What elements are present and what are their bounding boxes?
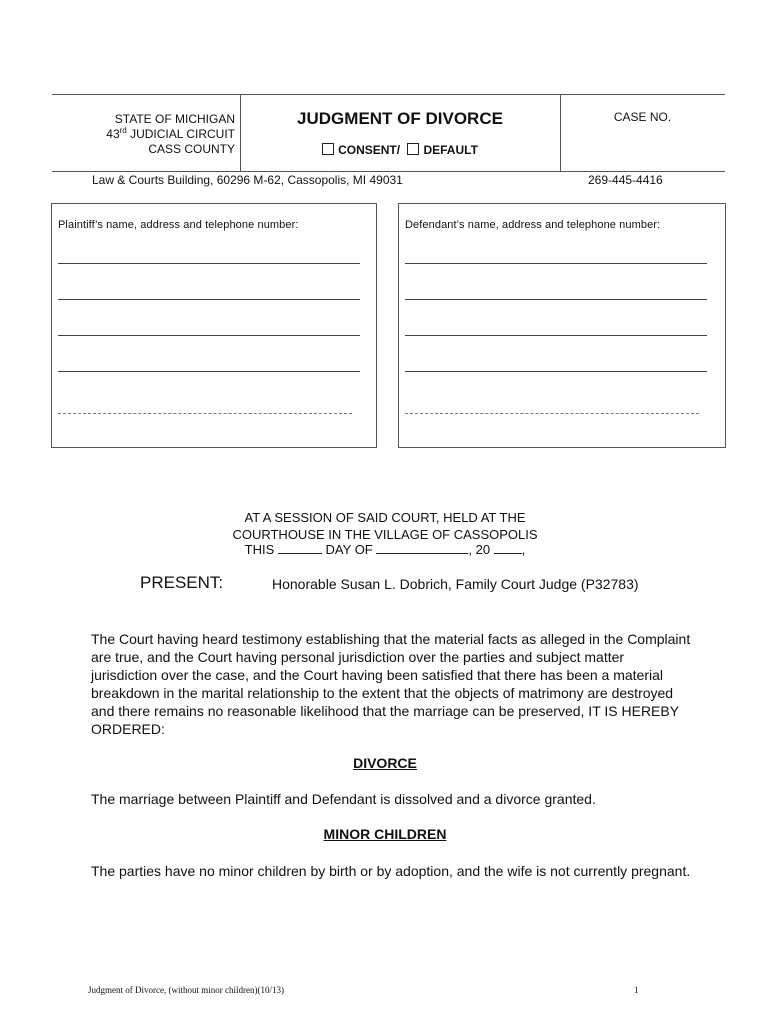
session-date-line bbox=[0, 542, 770, 557]
divorce-heading: DIVORCE bbox=[353, 755, 417, 771]
page-number: 1 bbox=[634, 985, 639, 995]
circuit-text: JUDICIAL CIRCUIT bbox=[126, 127, 235, 141]
plaintiff-line-5[interactable] bbox=[58, 413, 352, 414]
defendant-line-3[interactable] bbox=[405, 335, 707, 336]
footer-form-name: Judgment of Divorce, (without minor children)(10/13) bbox=[88, 985, 284, 995]
minor-children-paragraph: The parties have no minor children by birth or by adoption, and the wife is not currently pregnant. bbox=[91, 863, 691, 879]
plaintiff-line-4[interactable] bbox=[58, 371, 360, 372]
plaintiff-line-1[interactable] bbox=[58, 263, 360, 264]
plaintiff-line-3[interactable] bbox=[58, 335, 360, 336]
consent-label: CONSENT/ bbox=[338, 143, 401, 157]
default-label: DEFAULT bbox=[423, 143, 478, 157]
case-number-label: CASE NO. bbox=[613, 110, 672, 124]
day-of-label: DAY OF bbox=[325, 542, 373, 557]
month-blank[interactable] bbox=[376, 542, 468, 554]
defendant-line-2[interactable] bbox=[405, 299, 707, 300]
header-divider-left bbox=[240, 94, 241, 171]
court-phone: 269-445-4416 bbox=[588, 173, 663, 187]
judgment-type-options bbox=[240, 143, 560, 157]
defendant-line-5[interactable] bbox=[405, 413, 699, 414]
year-prefix: , 20 bbox=[468, 542, 491, 557]
court-address: Law & Courts Building, 60296 M-62, Cassopolis, MI 49031 bbox=[92, 173, 403, 187]
consent-checkbox[interactable] bbox=[322, 143, 334, 155]
plaintiff-label: Plaintiff’s name, address and telephone number: bbox=[58, 219, 299, 231]
this-label: THIS bbox=[244, 542, 275, 557]
court-county: CASS COUNTY bbox=[148, 142, 235, 156]
minor-children-heading: MINOR CHILDREN bbox=[323, 826, 447, 842]
defendant-line-1[interactable] bbox=[405, 263, 707, 264]
document-title: JUDGMENT OF DIVORCE bbox=[297, 109, 503, 128]
defendant-box bbox=[398, 203, 726, 448]
header-bottom-rule bbox=[52, 171, 725, 172]
circuit-number: 43 bbox=[106, 127, 120, 141]
plaintiff-line-2[interactable] bbox=[58, 299, 360, 300]
defendant-label: Defendant’s name, address and telephone number: bbox=[405, 219, 661, 231]
header-top-rule bbox=[52, 94, 725, 95]
court-state: STATE OF MICHIGAN bbox=[114, 112, 235, 126]
day-blank[interactable] bbox=[278, 542, 322, 554]
header-divider-right bbox=[560, 94, 561, 171]
present-label: PRESENT: bbox=[140, 573, 224, 592]
plaintiff-box bbox=[51, 203, 377, 448]
session-line-1: AT A SESSION OF SAID COURT, HELD AT THE bbox=[244, 510, 526, 525]
divorce-paragraph: The marriage between Plaintiff and Defendant is dissolved and a divorce granted. bbox=[91, 791, 596, 807]
presiding-judge: Honorable Susan L. Dobrich, Family Court Judge (P32783) bbox=[272, 576, 639, 592]
defendant-line-4[interactable] bbox=[405, 371, 707, 372]
year-blank[interactable] bbox=[494, 542, 522, 554]
court-circuit bbox=[55, 127, 235, 142]
date-end: , bbox=[521, 542, 526, 557]
default-checkbox[interactable] bbox=[407, 143, 419, 155]
circuit-ordinal: rd bbox=[119, 126, 127, 135]
session-line-2: COURTHOUSE IN THE VILLAGE OF CASSOPOLIS bbox=[232, 527, 538, 542]
findings-paragraph: The Court having heard testimony establishing that the material facts as alleged in the Complaint are true, and the Court having personal jurisdiction over the parties and subject matter jurisdiction over the case, and the Court having been satisfied that there has been a material breakdown in the marital relationship to the extent that the objects of matrimony are destroyed and there remains no reasonable likelihood that the marriage can be preserved, IT IS HEREBY ORDERED: bbox=[91, 631, 691, 737]
